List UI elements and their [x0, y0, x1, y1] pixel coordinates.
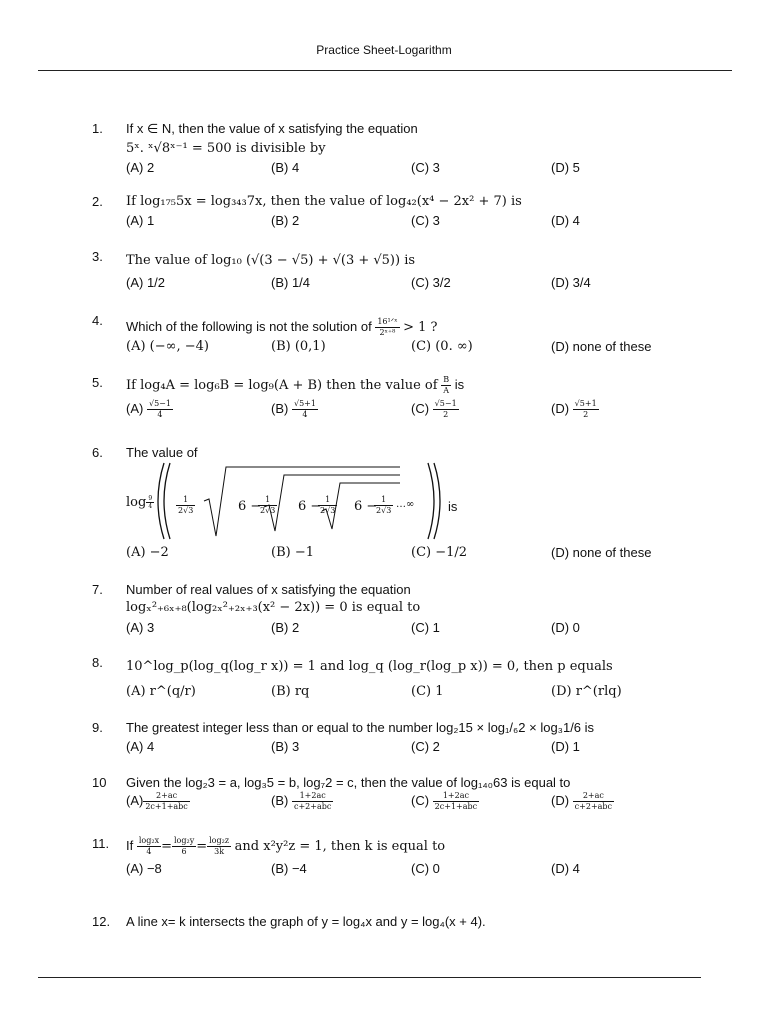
- option-numerator: √5−1: [148, 399, 171, 408]
- option-b[interactable]: [271, 399, 318, 420]
- option-d[interactable]: (D) 4: [551, 861, 580, 876]
- option-numerator: √5+1: [293, 399, 316, 408]
- option-d[interactable]: (D) none of these: [551, 545, 652, 560]
- options: [126, 791, 686, 819]
- fraction-denominator: A: [443, 386, 450, 395]
- fraction-numerator: B: [443, 375, 450, 384]
- option-d[interactable]: (D) 1: [551, 739, 580, 754]
- fraction-y: [172, 836, 196, 857]
- fraction-numerator: log₂z: [209, 836, 230, 845]
- option-d[interactable]: [551, 399, 599, 420]
- fraction-numerator: 16¹ᐟˣ: [377, 317, 398, 326]
- question-text: [126, 375, 464, 396]
- option-label: (B): [271, 792, 289, 808]
- options: [126, 213, 686, 231]
- footer-rule: [38, 977, 701, 978]
- option-d[interactable]: (D) 3/4: [551, 275, 591, 290]
- question-number: 2.: [92, 194, 103, 209]
- fraction-numerator: 1: [318, 495, 337, 506]
- fraction-numerator: log₂x: [138, 836, 160, 845]
- option-c[interactable]: (C) 3: [411, 160, 440, 175]
- options: [126, 160, 686, 178]
- option-a[interactable]: (A) 1: [126, 213, 155, 228]
- question-text: If x ∈ N, then the value of x satisfying the equation: [126, 121, 418, 136]
- option-denominator: 4: [302, 410, 308, 419]
- option-denominator: c+2+abc: [293, 802, 332, 811]
- option-label: (D): [551, 792, 570, 808]
- option-denominator: 2: [583, 410, 589, 419]
- six-minus: 6 −: [298, 499, 322, 514]
- question-text: The greatest integer less than or equal to the number log₂15 × log₁/₆2 × log₃1/6 is: [126, 720, 595, 735]
- question-number: 5.: [92, 375, 103, 390]
- option-c[interactable]: (C) 1: [411, 684, 444, 699]
- option-b[interactable]: (B) 3: [271, 739, 300, 754]
- question-lead: Which of the following is not the solution of: [126, 318, 372, 334]
- fraction-z: [207, 836, 231, 857]
- fraction-numerator: 1: [258, 495, 277, 506]
- option-b[interactable]: (B) −1: [271, 545, 314, 560]
- question-lead: If: [126, 837, 134, 853]
- question-text: Given the log₂3 = a, log₃5 = b, log₇2 = c, then the value of log₁₄₀63 is equal to: [126, 775, 571, 790]
- options: [126, 861, 686, 879]
- options: [126, 545, 686, 563]
- question-lead: If log₄A = log₆B = log₉(A + B) then the value of: [126, 377, 438, 393]
- question-number: 3.: [92, 249, 103, 264]
- options: [126, 620, 686, 638]
- option-a[interactable]: (A) 1/2: [126, 275, 166, 290]
- options: [126, 339, 686, 357]
- question-tail: > 1 ?: [403, 319, 438, 335]
- option-label: (A): [126, 400, 144, 416]
- option-a[interactable]: [126, 791, 190, 812]
- option-b[interactable]: [271, 791, 333, 812]
- options: [126, 739, 686, 757]
- option-numerator: √5+1: [574, 399, 597, 408]
- option-numerator: 2+ac: [573, 791, 614, 802]
- option-b[interactable]: (B) 1/4: [271, 275, 311, 290]
- question-text: If log₁₇₅5x = log₃₄₃7x, then the value of log₄₂(x⁴ − 2x² + 7) is: [126, 194, 522, 209]
- question-text: If $\frac{\text{log₂x}}{4}$ = $\frac{\text{log₂y}}{6}$ = $\frac{\text{log₂z}}{3k}$ and x²y²z = 1, then k is equal to: [126, 836, 446, 856]
- option-a[interactable]: (A) 3: [126, 620, 155, 635]
- six-minus: 6 −: [238, 499, 262, 514]
- options: [126, 399, 686, 427]
- six-minus: 6 −: [354, 499, 378, 514]
- question-text: Number of real values of x satisfying the equation: [126, 582, 411, 597]
- question-tail: is: [454, 376, 465, 392]
- option-d[interactable]: (D) 0: [551, 620, 580, 635]
- option-d[interactable]: (D) 4: [551, 213, 580, 228]
- question-text: [126, 317, 438, 338]
- nested-radical-expression: [126, 461, 456, 541]
- option-b[interactable]: (B) 4: [271, 160, 300, 175]
- log-base-denominator: 4: [148, 503, 153, 510]
- question-tail: is: [448, 499, 458, 514]
- fraction-numerator: 1: [176, 495, 195, 506]
- option-numerator: 2+ac: [143, 791, 189, 802]
- option-numerator: 1+2ac: [433, 791, 479, 802]
- option-denominator: 2: [443, 410, 449, 419]
- question-text: A line x= k intersects the graph of y = log₄x and y = log₄(x + 4).: [126, 914, 486, 929]
- option-a[interactable]: (A) −2: [126, 545, 169, 560]
- question-equation: logₓ²₊₆ₓ₊₈(log₂ₓ²₊₂ₓ₊₃(x² − 2x)) = 0 is equal to: [126, 600, 421, 615]
- fraction-numerator: 1: [374, 495, 393, 506]
- option-d[interactable]: [551, 791, 614, 812]
- question-number: 12.: [92, 914, 111, 929]
- fraction-denominator: 2√3: [376, 506, 392, 515]
- option-b[interactable]: (B) 2: [271, 620, 300, 635]
- question-number: 11.: [92, 836, 110, 851]
- option-label: (B): [271, 400, 289, 416]
- option-denominator: 2c+1+abc: [434, 802, 478, 811]
- option-d[interactable]: (D) r^(rlq): [551, 684, 622, 699]
- option-label: (C): [411, 400, 430, 416]
- option-c[interactable]: [411, 399, 459, 420]
- header-rule: [38, 70, 732, 71]
- question-number: 6.: [92, 445, 103, 460]
- option-a[interactable]: (A) −8: [126, 861, 162, 876]
- fraction-denominator: 2√3: [320, 506, 336, 515]
- question-number: 1.: [92, 121, 103, 136]
- log-text: log $\frac{9}{4}$: [126, 495, 153, 510]
- fraction-x: [137, 836, 161, 857]
- option-d[interactable]: (D) none of these: [551, 339, 652, 354]
- option-b[interactable]: (B) 2: [271, 213, 300, 228]
- option-a[interactable]: (A) 2: [126, 160, 155, 175]
- option-c[interactable]: (C) 0: [411, 861, 440, 876]
- option-c[interactable]: [411, 791, 479, 812]
- page-header: Practice Sheet-Logarithm: [316, 43, 452, 57]
- fraction-outer: [176, 495, 195, 516]
- question-number: 7.: [92, 582, 103, 597]
- option-c[interactable]: (C) (0. ∞): [411, 339, 473, 354]
- option-b[interactable]: (B) (0,1): [271, 339, 326, 354]
- question-equation: 10^log_p(log_q(log_r x)) = 1 and log_q (log_r(log_p x)) = 0, then p equals: [126, 659, 613, 674]
- fraction-numerator: log₂y: [173, 836, 195, 845]
- option-denominator: 2c+1+abc: [145, 802, 188, 811]
- options: [126, 684, 686, 702]
- option-label: (A): [126, 792, 144, 808]
- option-numerator: 1+2ac: [292, 791, 333, 802]
- question-equation: 5ˣ. ˣ√8ˣ⁻¹ = 500 is divisible by: [126, 141, 326, 156]
- question-number: 4.: [92, 313, 103, 328]
- option-a[interactable]: [126, 399, 173, 420]
- option-a[interactable]: (A) 4: [126, 739, 155, 754]
- option-a[interactable]: (A) r^(q/r): [126, 684, 196, 699]
- option-b[interactable]: (B) −4: [271, 861, 307, 876]
- fraction-2: [318, 495, 337, 516]
- option-d[interactable]: (D) 5: [551, 160, 580, 175]
- options: [126, 275, 686, 293]
- option-label: (C): [411, 792, 430, 808]
- fraction-denominator: 2ˣ⁺⁸: [379, 328, 396, 337]
- option-c[interactable]: (C) 2: [411, 739, 440, 754]
- question-number: 9.: [92, 720, 103, 735]
- fraction-denominator: 2√3: [178, 506, 194, 515]
- question-number: 10: [92, 775, 107, 790]
- option-c[interactable]: (C) 3: [411, 213, 440, 228]
- fraction-1: [258, 495, 277, 516]
- option-c[interactable]: (C) 3/2: [411, 275, 451, 290]
- fraction-denominator: 4: [146, 847, 152, 856]
- option-denominator: c+2+abc: [574, 802, 613, 811]
- option-a[interactable]: (A) (−∞, −4): [126, 339, 209, 354]
- fraction-denominator: 6: [181, 847, 187, 856]
- option-c[interactable]: (C) −1/2: [411, 545, 468, 560]
- question-text: The value of log₁₀ (√(3 − √5) + √(3 + √5)) is: [126, 253, 416, 268]
- ellipsis-infinity: …∞: [396, 499, 415, 510]
- option-c[interactable]: (C) 1: [411, 620, 440, 635]
- option-label: (D): [551, 400, 570, 416]
- question-text: The value of: [126, 445, 198, 460]
- fraction-denominator: 2√3: [260, 506, 276, 515]
- fraction: [375, 317, 399, 338]
- option-b[interactable]: (B) rq: [271, 684, 310, 699]
- question-number: 8.: [92, 655, 103, 670]
- log-base-numerator: 9: [148, 495, 153, 502]
- fraction-3: [374, 495, 393, 516]
- option-denominator: 4: [157, 410, 163, 419]
- question-tail: and x²y²z = 1, then k is equal to: [234, 838, 446, 854]
- option-numerator: √5−1: [434, 399, 457, 408]
- fraction-denominator: 3k: [214, 847, 225, 856]
- fraction: [441, 375, 451, 396]
